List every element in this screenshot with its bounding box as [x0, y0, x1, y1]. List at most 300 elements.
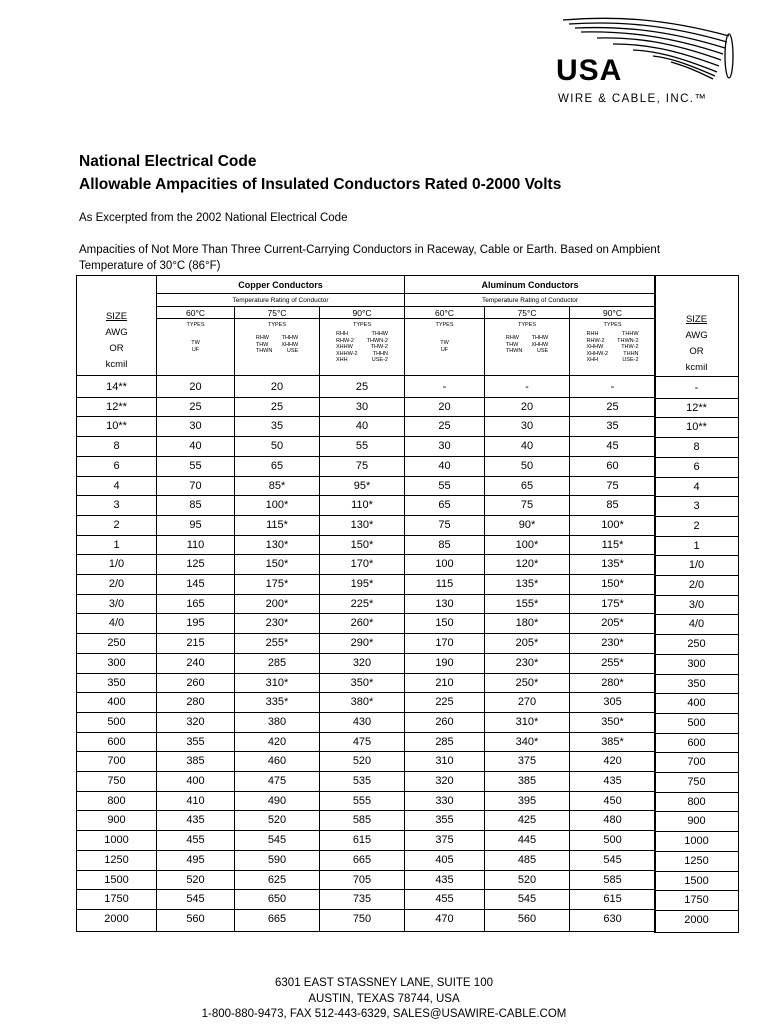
- cell-al75: 50: [485, 456, 570, 476]
- cell-al90: 280*: [570, 673, 656, 693]
- cell-cu90: 535: [320, 772, 405, 792]
- cell-size-right: 300: [655, 654, 739, 674]
- cell-al90: 450: [570, 791, 656, 811]
- cell-cu60: 70: [157, 476, 235, 496]
- table-row: [77, 791, 656, 811]
- cu-types-90: [320, 319, 405, 376]
- cell-size-right: 1750: [655, 891, 739, 911]
- type-code: THHN: [372, 350, 388, 357]
- cell-al60: 405: [405, 850, 485, 870]
- type-code: THWN: [505, 348, 523, 355]
- cell-al60: 190: [405, 653, 485, 673]
- cell-cu60: 20: [157, 376, 235, 398]
- cell-cu90: 110*: [320, 496, 405, 516]
- cell-size-right: 12**: [655, 398, 739, 418]
- cell-size: 1000: [77, 831, 157, 851]
- table-row: [77, 614, 656, 634]
- cell-size: 600: [77, 732, 157, 752]
- cell-size-right: 500: [655, 713, 739, 733]
- cell-al75: 65: [485, 476, 570, 496]
- table-row: [655, 851, 739, 871]
- cell-al90: 45: [570, 437, 656, 457]
- cell-cu90: 95*: [320, 476, 405, 496]
- table-row: [655, 438, 739, 458]
- cell-al90: 630: [570, 909, 656, 931]
- cell-cu90: 225*: [320, 594, 405, 614]
- type-code: THWN: [255, 348, 273, 355]
- table-row: [77, 673, 656, 693]
- table-row: [77, 456, 656, 476]
- cell-al90: 100*: [570, 515, 656, 535]
- cell-size: 10**: [77, 417, 157, 437]
- aluminum-rating-label: Temperature Rating of Conductor: [405, 294, 656, 307]
- type-code: RHH: [586, 331, 599, 338]
- cell-cu60: 30: [157, 417, 235, 437]
- type-code: RHW: [255, 335, 269, 342]
- company-logo: [553, 16, 743, 105]
- cell-al75: 230*: [485, 653, 570, 673]
- cell-cu60: 545: [157, 890, 235, 910]
- table-row: [77, 594, 656, 614]
- table-row: [77, 811, 656, 831]
- type-code: THWN-2: [617, 337, 639, 344]
- cell-size: 700: [77, 752, 157, 772]
- cell-al90: 585: [570, 870, 656, 890]
- al-temp-90: 90°C: [570, 307, 656, 319]
- type-code: TW: [440, 340, 449, 347]
- cell-size: 1500: [77, 870, 157, 890]
- cell-cu75: 285: [235, 653, 320, 673]
- cell-cu60: 280: [157, 693, 235, 713]
- cell-cu75: 490: [235, 791, 320, 811]
- cell-al75: 90*: [485, 515, 570, 535]
- cell-cu75: 310*: [235, 673, 320, 693]
- cell-size: 12**: [77, 397, 157, 417]
- cell-cu60: 95: [157, 515, 235, 535]
- cell-size: 2/0: [77, 575, 157, 595]
- cell-size-right: 8: [655, 438, 739, 458]
- cell-al75: 205*: [485, 634, 570, 654]
- cell-cu60: 240: [157, 653, 235, 673]
- type-code: XHHW-2: [336, 350, 358, 357]
- cell-al60: 455: [405, 890, 485, 910]
- types-label: TYPES: [517, 322, 537, 328]
- table-row: [77, 476, 656, 496]
- type-code: XHHW: [336, 344, 353, 351]
- type-code: USE: [536, 348, 549, 355]
- cell-size-right: 1500: [655, 871, 739, 891]
- al-temp-60: 60°C: [405, 307, 485, 319]
- size-side-rows: [655, 377, 739, 933]
- cell-size: 2: [77, 515, 157, 535]
- table-row: [655, 812, 739, 832]
- cell-cu60: 85: [157, 496, 235, 516]
- cell-al75: 30: [485, 417, 570, 437]
- cell-cu90: 290*: [320, 634, 405, 654]
- cell-size: 8: [77, 437, 157, 457]
- type-code: USE-2: [622, 357, 639, 364]
- cell-al60: 225: [405, 693, 485, 713]
- ampacity-table: [76, 275, 656, 932]
- cell-size-right: -: [655, 377, 739, 399]
- table-row: [655, 753, 739, 773]
- cell-size-right: 900: [655, 812, 739, 832]
- cell-cu60: 560: [157, 909, 235, 931]
- cu-temp-90: 90°C: [320, 307, 405, 319]
- ampacity-note: Ampacities of Not More Than Three Current-Carrying Conductors in Raceway, Cable or Earth. Based on Ampbient Temperature of 30°C (86°F): [79, 244, 661, 272]
- types-label: TYPES: [435, 322, 454, 328]
- cell-cu90: 130*: [320, 515, 405, 535]
- cell-al75: 180*: [485, 614, 570, 634]
- table-row: [77, 515, 656, 535]
- cell-size-right: 3/0: [655, 595, 739, 615]
- cell-size: 4/0: [77, 614, 157, 634]
- type-code: THHW: [531, 335, 549, 342]
- cell-size-right: 700: [655, 753, 739, 773]
- cell-cu75: 65: [235, 456, 320, 476]
- cell-al60: 115: [405, 575, 485, 595]
- table-row: [77, 712, 656, 732]
- table-row: [77, 653, 656, 673]
- table-row: [77, 831, 656, 851]
- cell-cu60: 260: [157, 673, 235, 693]
- ampacity-rows: [77, 376, 656, 932]
- cell-size-right: 4/0: [655, 615, 739, 635]
- cell-cu75: 255*: [235, 634, 320, 654]
- cell-al90: 385*: [570, 732, 656, 752]
- cell-al60: 310: [405, 752, 485, 772]
- cell-size: 1: [77, 535, 157, 555]
- cell-size: 14**: [77, 376, 157, 398]
- cell-size: 800: [77, 791, 157, 811]
- cell-cu75: 380: [235, 712, 320, 732]
- cell-al60: 85: [405, 535, 485, 555]
- cell-size: 250: [77, 634, 157, 654]
- cell-cu60: 520: [157, 870, 235, 890]
- cell-cu90: 195*: [320, 575, 405, 595]
- cell-al90: 115*: [570, 535, 656, 555]
- cell-al90: 35: [570, 417, 656, 437]
- cell-size: 3: [77, 496, 157, 516]
- cell-size-right: 4: [655, 477, 739, 497]
- cell-al90: 255*: [570, 653, 656, 673]
- cell-cu60: 355: [157, 732, 235, 752]
- type-code: THW-2: [621, 344, 639, 351]
- cell-cu75: 25: [235, 397, 320, 417]
- cell-cu90: 555: [320, 791, 405, 811]
- cell-al90: 175*: [570, 594, 656, 614]
- table-row: [77, 376, 656, 398]
- cell-size-right: 3: [655, 497, 739, 517]
- cell-al75: 560: [485, 909, 570, 931]
- table-row: [77, 909, 656, 931]
- cell-size: 4: [77, 476, 157, 496]
- logo-subtitle: WIRE & CABLE, INC.™: [558, 93, 708, 105]
- cell-size: 1250: [77, 850, 157, 870]
- footer-contact: 1-800-880-9473, FAX 512-443-6329, SALES@USAWIRE-CABLE.COM: [201, 1008, 567, 1020]
- cell-cu75: 50: [235, 437, 320, 457]
- cell-al60: 30: [405, 437, 485, 457]
- cell-cu90: 585: [320, 811, 405, 831]
- cell-cu90: 25: [320, 376, 405, 398]
- cell-size-right: 1250: [655, 851, 739, 871]
- type-code: XHHW: [281, 341, 299, 348]
- cell-cu90: 320: [320, 653, 405, 673]
- cell-size: 1/0: [77, 555, 157, 575]
- cell-size: 900: [77, 811, 157, 831]
- cell-cu75: 475: [235, 772, 320, 792]
- cell-al90: 205*: [570, 614, 656, 634]
- table-row: [77, 772, 656, 792]
- cell-al75: 385: [485, 772, 570, 792]
- cell-cu75: 650: [235, 890, 320, 910]
- cell-size: 6: [77, 456, 157, 476]
- cell-al75: 100*: [485, 535, 570, 555]
- type-code: THW: [255, 341, 269, 348]
- cell-al60: -: [405, 376, 485, 398]
- cell-al90: 230*: [570, 634, 656, 654]
- cell-cu75: 200*: [235, 594, 320, 614]
- cell-cu75: 625: [235, 870, 320, 890]
- table-row: [77, 575, 656, 595]
- cell-al60: 40: [405, 456, 485, 476]
- cell-cu60: 320: [157, 712, 235, 732]
- table-row: [655, 576, 739, 596]
- cell-al60: 435: [405, 870, 485, 890]
- cell-al90: 500: [570, 831, 656, 851]
- cell-cu90: 750: [320, 909, 405, 931]
- cell-al90: 75: [570, 476, 656, 496]
- cell-cu90: 615: [320, 831, 405, 851]
- cell-size-right: 1/0: [655, 556, 739, 576]
- type-code: RHW-2: [586, 337, 605, 344]
- cell-al75: 120*: [485, 555, 570, 575]
- cell-cu75: 20: [235, 376, 320, 398]
- cell-cu75: 150*: [235, 555, 320, 575]
- table-row: [655, 792, 739, 812]
- cell-al60: 75: [405, 515, 485, 535]
- cell-cu75: 520: [235, 811, 320, 831]
- footer-city: AUSTIN, TEXAS 78744, USA: [308, 993, 460, 1005]
- cell-size-right: 800: [655, 792, 739, 812]
- cell-cu75: 100*: [235, 496, 320, 516]
- type-code: RHW: [505, 335, 519, 342]
- table-row: [655, 477, 739, 497]
- cell-cu60: 400: [157, 772, 235, 792]
- table-row: [655, 871, 739, 891]
- table-row: [77, 496, 656, 516]
- type-code: THHW: [371, 331, 388, 338]
- table-row: [655, 516, 739, 536]
- cell-al60: 210: [405, 673, 485, 693]
- cell-cu75: 115*: [235, 515, 320, 535]
- cell-al75: 485: [485, 850, 570, 870]
- table-row: [655, 713, 739, 733]
- cell-al60: 65: [405, 496, 485, 516]
- copper-header: Copper Conductors: [157, 276, 405, 294]
- cell-cu60: 25: [157, 397, 235, 417]
- cell-cu90: 30: [320, 397, 405, 417]
- type-code: XHHW: [531, 341, 549, 348]
- cell-cu90: 55: [320, 437, 405, 457]
- cell-cu75: 335*: [235, 693, 320, 713]
- cell-cu90: 350*: [320, 673, 405, 693]
- cell-size: 3/0: [77, 594, 157, 614]
- cell-cu60: 40: [157, 437, 235, 457]
- table-row: [655, 457, 739, 477]
- cell-cu90: 665: [320, 850, 405, 870]
- cell-cu90: 380*: [320, 693, 405, 713]
- type-code: THW-2: [370, 344, 388, 351]
- cell-al75: 520: [485, 870, 570, 890]
- type-code: THWN-2: [366, 337, 388, 344]
- cell-al75: -: [485, 376, 570, 398]
- table-row: [77, 535, 656, 555]
- cell-cu90: 170*: [320, 555, 405, 575]
- cell-al60: 375: [405, 831, 485, 851]
- cell-al75: 310*: [485, 712, 570, 732]
- excerpt-note: As Excerpted from the 2002 National Electrical Code: [79, 212, 348, 224]
- cell-cu60: 195: [157, 614, 235, 634]
- cell-al75: 340*: [485, 732, 570, 752]
- type-code: TW: [191, 340, 200, 347]
- table-row: [77, 870, 656, 890]
- cell-al75: 425: [485, 811, 570, 831]
- cell-size-right: 1: [655, 536, 739, 556]
- cell-al60: 355: [405, 811, 485, 831]
- cell-size: 300: [77, 653, 157, 673]
- cell-cu60: 215: [157, 634, 235, 654]
- cell-size-right: 2: [655, 516, 739, 536]
- cell-al75: 270: [485, 693, 570, 713]
- type-code: XHH: [336, 357, 348, 364]
- cell-al90: 25: [570, 397, 656, 417]
- al-types-75: [485, 319, 570, 376]
- cell-size-right: 6: [655, 457, 739, 477]
- footer-address: 6301 EAST STASSNEY LANE, SUITE 100: [275, 977, 493, 989]
- table-row: [77, 437, 656, 457]
- type-code: THHW: [281, 335, 299, 342]
- cell-cu90: 260*: [320, 614, 405, 634]
- cell-al60: 100: [405, 555, 485, 575]
- cell-cu90: 520: [320, 752, 405, 772]
- table-row: [655, 377, 739, 399]
- table-row: [77, 397, 656, 417]
- cell-cu75: 460: [235, 752, 320, 772]
- cell-al75: 155*: [485, 594, 570, 614]
- table-row: [655, 694, 739, 714]
- cell-al90: 60: [570, 456, 656, 476]
- table-row: [77, 693, 656, 713]
- cell-al60: 25: [405, 417, 485, 437]
- cell-al60: 320: [405, 772, 485, 792]
- cell-cu60: 125: [157, 555, 235, 575]
- table-row: [655, 635, 739, 655]
- cell-cu75: 130*: [235, 535, 320, 555]
- table-row: [77, 890, 656, 910]
- page-subtitle: Allowable Ampacities of Insulated Conductors Rated 0-2000 Volts: [79, 176, 562, 193]
- table-row: [655, 497, 739, 517]
- cell-cu60: 165: [157, 594, 235, 614]
- table-row: [77, 850, 656, 870]
- cell-size: 1750: [77, 890, 157, 910]
- cell-cu75: 420: [235, 732, 320, 752]
- type-code: RHW-2: [336, 337, 354, 344]
- table-row: [655, 910, 739, 932]
- cell-size-right: 10**: [655, 418, 739, 438]
- table-row: [655, 832, 739, 852]
- types-label: TYPES: [603, 322, 622, 328]
- cu-types-60: [157, 319, 235, 376]
- cell-cu75: 665: [235, 909, 320, 931]
- table-row: [655, 556, 739, 576]
- cell-cu90: 40: [320, 417, 405, 437]
- cell-size-right: 250: [655, 635, 739, 655]
- table-row: [655, 418, 739, 438]
- page-title: National Electrical Code: [79, 153, 257, 170]
- cell-al90: 435: [570, 772, 656, 792]
- cell-cu60: 110: [157, 535, 235, 555]
- table-row: [655, 891, 739, 911]
- cell-al75: 545: [485, 890, 570, 910]
- cell-cu90: 735: [320, 890, 405, 910]
- cell-size-right: 2/0: [655, 576, 739, 596]
- table-row: [77, 417, 656, 437]
- cell-cu75: 175*: [235, 575, 320, 595]
- cell-al75: 250*: [485, 673, 570, 693]
- cell-cu75: 85*: [235, 476, 320, 496]
- cell-cu75: 230*: [235, 614, 320, 634]
- cell-al90: 305: [570, 693, 656, 713]
- cu-temp-75: 75°C: [235, 307, 320, 319]
- type-code: UF: [440, 346, 449, 353]
- cell-cu90: 705: [320, 870, 405, 890]
- cell-cu60: 385: [157, 752, 235, 772]
- type-code: XHH: [586, 357, 599, 364]
- size-header-right: SIZE AWG OR kcmil: [655, 312, 739, 377]
- cell-al90: 150*: [570, 575, 656, 595]
- cell-cu90: 430: [320, 712, 405, 732]
- cell-cu90: 75: [320, 456, 405, 476]
- table-row: [655, 595, 739, 615]
- cell-cu60: 145: [157, 575, 235, 595]
- al-types-90: [570, 319, 656, 376]
- size-header: SIZE AWG OR kcmil: [77, 307, 157, 376]
- cell-al60: 20: [405, 397, 485, 417]
- types-label: TYPES: [352, 322, 372, 328]
- cell-al75: 135*: [485, 575, 570, 595]
- table-row: [655, 536, 739, 556]
- cell-al90: 135*: [570, 555, 656, 575]
- type-code: RHH: [336, 331, 348, 338]
- table-row: [655, 674, 739, 694]
- type-code: THHW: [622, 331, 639, 338]
- table-row: [77, 555, 656, 575]
- cell-size-right: 400: [655, 694, 739, 714]
- cell-al60: 130: [405, 594, 485, 614]
- cell-cu75: 590: [235, 850, 320, 870]
- cell-al60: 470: [405, 909, 485, 931]
- cell-cu60: 410: [157, 791, 235, 811]
- cell-al75: 40: [485, 437, 570, 457]
- cell-size: 400: [77, 693, 157, 713]
- type-code: USE: [286, 348, 299, 355]
- cell-al90: 85: [570, 496, 656, 516]
- cu-types-75: [235, 319, 320, 376]
- table-row: [655, 398, 739, 418]
- cell-al90: 615: [570, 890, 656, 910]
- aluminum-header: Aluminum Conductors: [405, 276, 656, 294]
